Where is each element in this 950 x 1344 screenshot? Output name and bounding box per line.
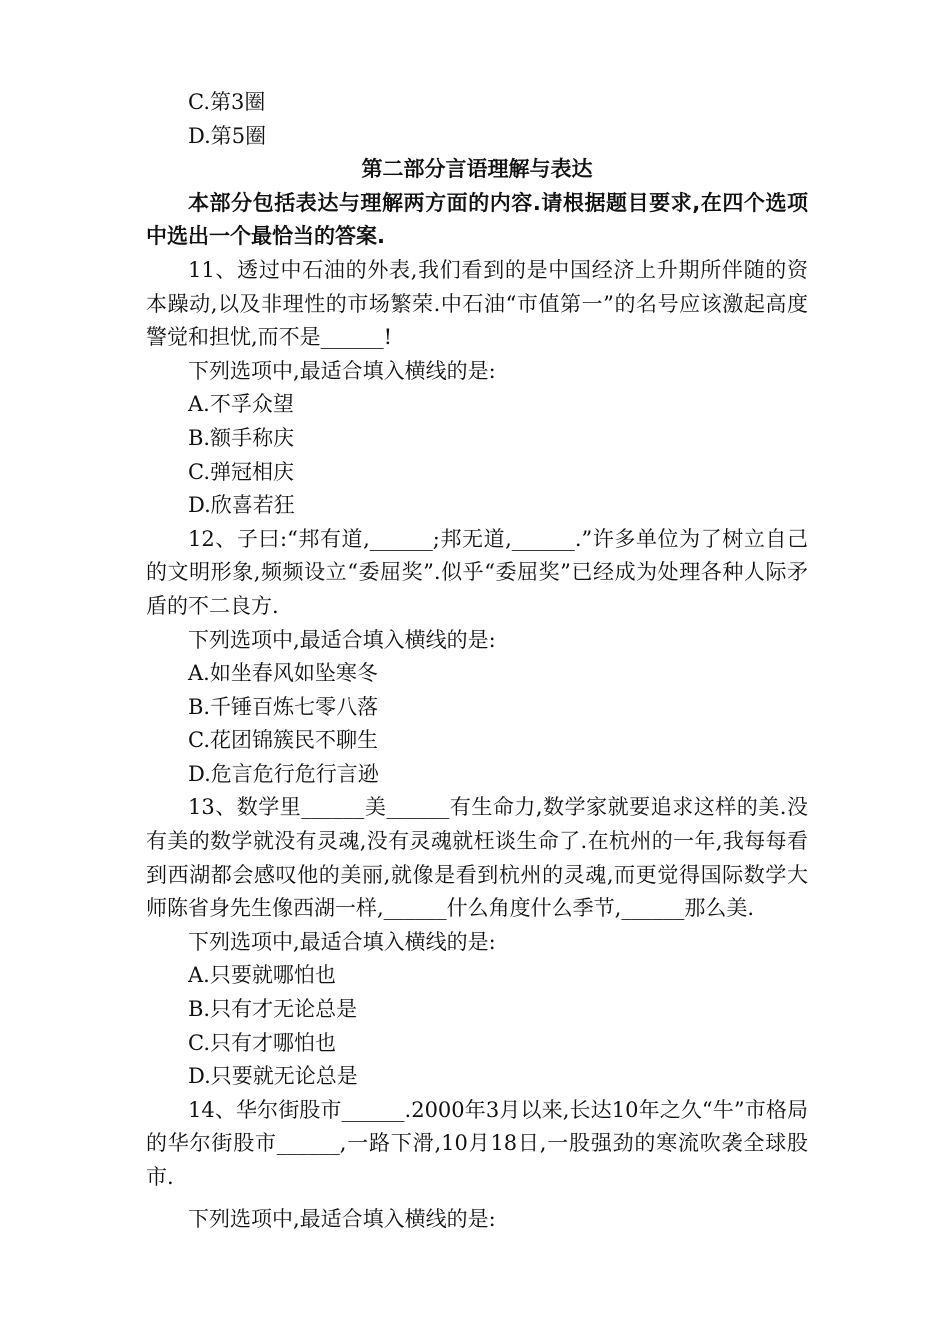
question-12-option-c: C.花团锦簇民不聊生 — [188, 728, 378, 753]
paragraph-gap — [146, 1195, 808, 1203]
section-title: 第二部分言语理解与表达 — [361, 157, 593, 182]
question-13-option-a: A.只要就哪怕也 — [188, 963, 336, 988]
question-11-option-a: A.不孚众望 — [188, 392, 294, 417]
question-11-stem: 11、透过中石油的外表,我们看到的是中国经济上升期所伴随的资本躁动,以及非理性的市场繁荣.中石油“市值第一”的名号应该激起高度警觉和担忧,而不是______! — [146, 257, 808, 350]
question-13-option-b: B.只有才无论总是 — [188, 997, 358, 1022]
question-12-prompt: 下列选项中,最适合填入横线的是: — [188, 627, 496, 652]
question-11-option-b: B.额手称庆 — [188, 425, 295, 450]
question-13-option-c: C.只有才哪怕也 — [188, 1030, 336, 1055]
option-d-prev: D.第5圈 — [188, 123, 267, 148]
option-c-prev: C.第3圈 — [188, 90, 266, 114]
question-11-option-d: D.欣喜若狂 — [188, 493, 295, 518]
question-12-stem: 12、子曰:“邦有道,______;邦无道,______.”许多单位为了树立自己的文明形象,频频设立“委屈奖”.似乎“委屈奖”已经成为处理各种人际矛盾的不二良方. — [146, 526, 808, 618]
question-13-option-d: D.只要就无论总是 — [188, 1064, 358, 1089]
question-14-prompt: 下列选项中,最适合填入横线的是: — [188, 1206, 496, 1231]
section-intro: 本部分包括表达与理解两方面的内容.请根据题目要求,在四个选项中选出一个最恰当的答案. — [146, 190, 808, 249]
question-12-option-d: D.危言危行危行言逊 — [188, 761, 379, 786]
question-12-option-a: A.如坐春风如坠寒冬 — [188, 661, 378, 686]
question-11-option-c: C.弹冠相庆 — [188, 459, 294, 484]
question-14-stem: 14、华尔街股市______.2000年3月以来,长达10年之久“牛”市格局的华尔街股市______,一路下滑,10月18日,一股强劲的寒流吹袭全球股市. — [146, 1097, 808, 1189]
question-13-prompt: 下列选项中,最适合填入横线的是: — [188, 929, 496, 954]
question-12-option-b: B.千锤百炼七零八落 — [188, 694, 379, 719]
question-11-prompt: 下列选项中,最适合填入横线的是: — [188, 358, 496, 383]
question-13-stem: 13、数学里______美______有生命力,数学家就要追求这样的美.没有美的数学就没有灵魂,没有灵魂就枉谈生命了.在杭州的一年,我每每看到西湖都会感叹他的美丽,就像是看到杭州的灵魂,而更觉得国际数学大师陈省身先生像西湖一样,______什么角度什么季节,______那么美. — [146, 795, 808, 921]
